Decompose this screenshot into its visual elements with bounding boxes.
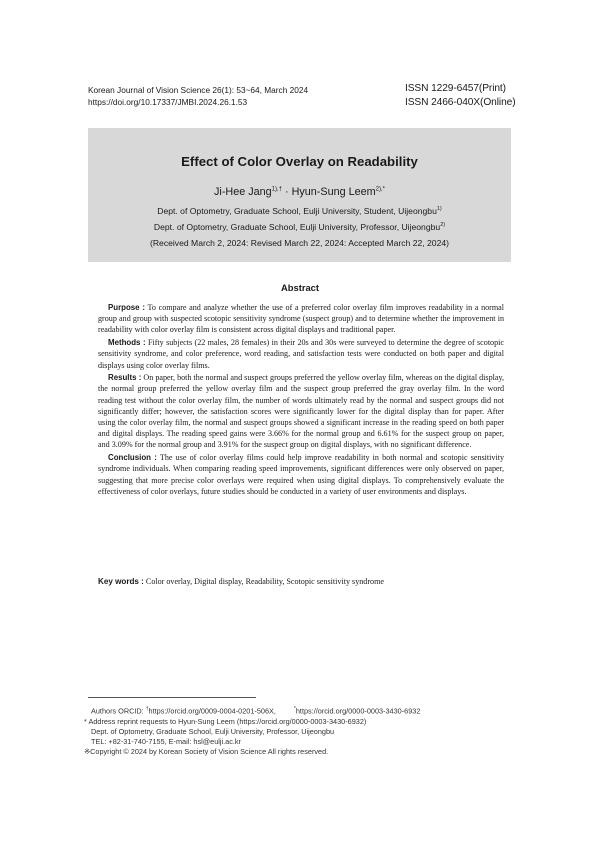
footnotes bbox=[84, 704, 420, 757]
affiliation-1-text: Dept. of Optometry, Graduate School, Eulji University, Student, Uijeongbu bbox=[157, 206, 437, 216]
reprint-affiliation: Dept. of Optometry, Graduate School, Eulji University, Professor, Uijeongbu bbox=[91, 726, 335, 736]
orcid-line bbox=[84, 704, 420, 717]
keywords-text: Color overlay, Digital display, Readability, Scotopic sensitivity syndrome bbox=[143, 577, 384, 586]
author-1-marker: 1),† bbox=[271, 186, 282, 193]
affiliation-2-marker: 2) bbox=[440, 222, 446, 229]
author-2-marker: 2),* bbox=[375, 186, 385, 193]
methods-label: Methods : bbox=[108, 338, 146, 348]
affiliation-1-marker: 1) bbox=[436, 206, 442, 213]
purpose-text: To compare and analyze whether the use of a preferred color overlay film improves readability in a normal group and group with suspected scotopic sensitivity syndrome (suspect group) and to determine whether the improvement in readability with color overlay film is consistent across digital displays and traditional paper. bbox=[98, 303, 505, 335]
abstract-conclusion bbox=[98, 452, 504, 497]
issn-online: ISSN 2466-040X(Online) bbox=[405, 97, 516, 108]
author-separator: · bbox=[281, 186, 292, 198]
results-text: On paper, both the normal and suspect groups preferred the yellow overlay film, whereas on the digital display, the normal group preferred the yellow overlay film and the suspect group preferred the gray overlay film. In the word reading test without the color overlay film, the number of words ultimately read by the normal and suspect groups did not significantly differ; however, the satisfaction scores were significantly lower for the digital display than for paper. After using the color overlay film, the normal and suspect groups showed a significant increase in the reading speed on both paper and digital displays. The reading speed gains were 3.66% for the normal group and 6.61% for the suspect group on paper, and 3.09% for the normal group and 3.91% for the suspect group on digital displays, with no significant difference. bbox=[98, 373, 505, 450]
orcid-label: Authors ORCID: bbox=[91, 706, 146, 716]
purpose-label: Purpose : bbox=[108, 303, 146, 312]
conclusion-label: Conclusion : bbox=[108, 453, 157, 463]
received-dates: (Received March 2, 2024: Revised March 22, 2024: Accepted March 22, 2024) bbox=[149, 238, 450, 248]
journal-header bbox=[88, 84, 308, 108]
affiliation-2-text: Dept. of Optometry, Graduate School, Eulji University, Professor, Uijeongbu bbox=[153, 222, 441, 232]
paper-title: Effect of Color Overlay on Readability bbox=[181, 154, 418, 169]
abstract-heading: Abstract bbox=[280, 282, 320, 293]
author-2: Hyun-Sung Leem bbox=[291, 186, 376, 198]
doi-link[interactable]: https://doi.org/10.17337/JMBI.2024.26.1.53 bbox=[88, 97, 248, 107]
abstract-purpose bbox=[98, 302, 504, 336]
keywords-label: Key words : bbox=[98, 577, 144, 586]
abstract-results bbox=[98, 372, 504, 450]
issn-print: ISSN 1229-6457(Print) bbox=[405, 83, 506, 94]
title-box bbox=[88, 128, 511, 262]
author-line bbox=[88, 186, 511, 198]
affiliation-2 bbox=[88, 222, 511, 232]
conclusion-text: The use of color overlay films could help improve readability in both normal and scotopic sensitivity syndrome individuals. When comparing reading speed improvements, significant differences were only observed on paper, suggesting that more precise color overlays were required when using digital displays. To comprehensively evaluate the effectiveness of color overlays, future studies should be conducted in a variety of user environments and displays. bbox=[98, 453, 504, 496]
abstract-methods bbox=[98, 337, 504, 371]
orcid-1-link[interactable]: https://orcid.org/0009-0004-0201-506X, bbox=[148, 706, 276, 716]
orcid-1-marker: † bbox=[145, 706, 149, 712]
keywords bbox=[98, 577, 384, 586]
copyright-notice: ※Copyright © 2024 by Korean Society of Vision Science All rights reserved. bbox=[84, 747, 329, 757]
author-1: Ji-Hee Jang bbox=[214, 186, 272, 198]
results-label: Results : bbox=[108, 373, 142, 383]
orcid-2-link[interactable]: https://orcid.org/0000-0003-3430-6932 bbox=[295, 706, 421, 716]
affiliation-1 bbox=[88, 206, 511, 216]
orcid-2-marker: * bbox=[293, 706, 296, 712]
issn-block bbox=[405, 82, 516, 110]
reprint-request: * Address reprint requests to Hyun-Sung Leem (https://orcid.org/0000-0003-3430-6932) bbox=[84, 716, 367, 726]
methods-text: Fifty subjects (22 males, 28 females) in their 20s and 30s were surveyed to determine the degree of scotopic sensitivity syndrome, and color preference, word reading, and satisfaction tests were conducted on both paper and digital displays using color overlay films. bbox=[98, 338, 504, 370]
journal-citation: Korean Journal of Vision Science 26(1): 53~64, March 2024 bbox=[88, 85, 309, 95]
abstract-body bbox=[98, 302, 504, 498]
contact-info: TEL: +82-31-740-7155, E-mail: hsl@eulji.ac.kr bbox=[91, 737, 241, 747]
footnote-divider bbox=[88, 697, 256, 698]
